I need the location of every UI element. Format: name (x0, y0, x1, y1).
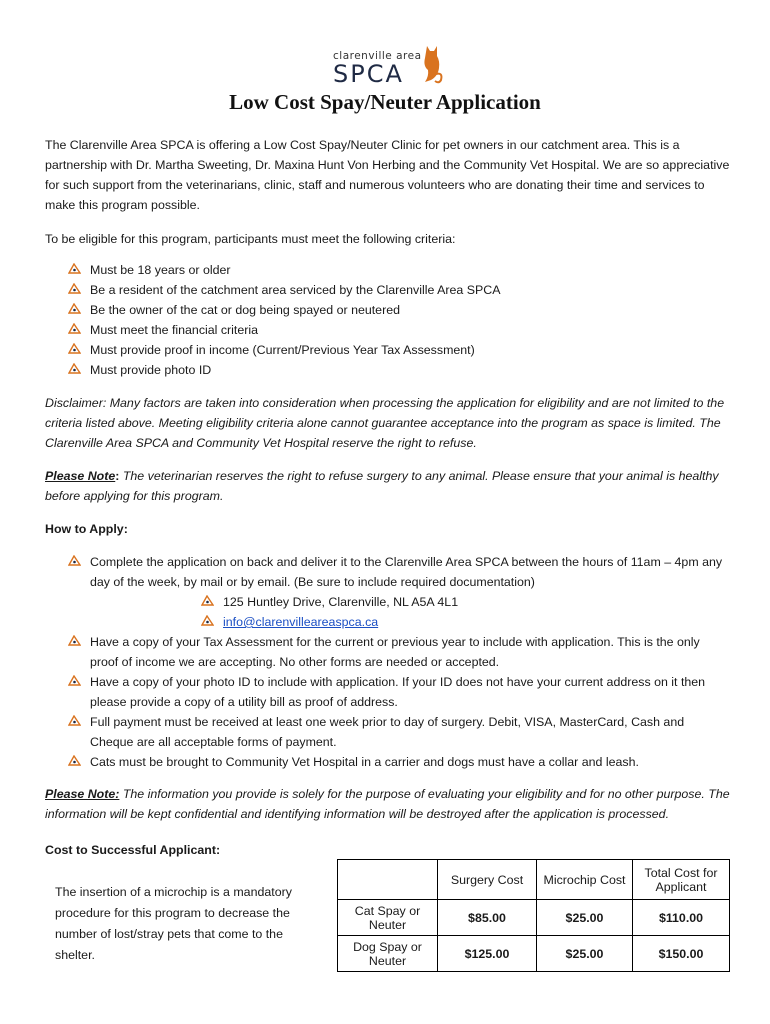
table-cell: $85.00 (438, 900, 537, 936)
criteria-text: Be a resident of the catchment area serviced by the Clarenville Area SPCA (90, 283, 501, 297)
table-cell: $110.00 (633, 900, 730, 936)
list-item (68, 260, 728, 280)
list-item (68, 320, 728, 340)
criteria-text: Must be 18 years or older (90, 263, 231, 277)
list-item (68, 752, 728, 772)
step-text: Have a copy of your Tax Assessment for the current or previous year to include with application. This is the only proof of income we are accepting. No other forms are needed or accepted. (90, 635, 700, 669)
paw-bullet-icon (68, 323, 81, 334)
cost-heading: Cost to Successful Applicant: (45, 843, 221, 857)
list-item (68, 360, 728, 380)
how-to-apply-heading: How to Apply: (45, 522, 128, 536)
table-cell: $125.00 (438, 936, 537, 972)
paw-bullet-icon (68, 555, 81, 566)
step-text: Cats must be brought to Community Vet Hospital in a carrier and dogs must have a collar and leash. (90, 755, 639, 769)
list-item (68, 300, 728, 320)
table-header-cell (338, 860, 438, 900)
contact-sublist (201, 592, 621, 632)
list-item (201, 612, 621, 632)
list-item (68, 712, 728, 752)
table-row (338, 900, 730, 936)
list-item (68, 552, 728, 592)
table-row (338, 936, 730, 972)
note-colon: : (115, 469, 120, 483)
paw-bullet-icon (68, 303, 81, 314)
email-link[interactable]: info@clarenvilleareaspca.ca (223, 615, 379, 629)
note-privacy-paragraph (45, 784, 735, 824)
note-label: Please Note (45, 469, 116, 483)
table-cell: $150.00 (633, 936, 730, 972)
spca-logo (333, 44, 443, 90)
criteria-text: Must provide proof in income (Current/Previous Year Tax Assessment) (90, 343, 475, 357)
paw-bullet-icon (68, 635, 81, 646)
page-title: Low Cost Spay/Neuter Application (229, 90, 541, 114)
note-text: The information you provide is solely for the purpose of evaluating your eligibility and for no other purpose. The information will be kept confidential and identifying information will be destroyed after the application is processed. (45, 787, 730, 821)
apply-steps-list-a (68, 552, 728, 592)
intro-paragraph: The Clarenville Area SPCA is offering a Low Cost Spay/Neuter Clinic for pet owners in our catchment area. This is a partnership with Dr. Martha Sweeting, Dr. Maxina Hunt Von Herbing and the Community Vet Hospital. We are so appreciative for such support from the veterinarians, clinic, staff and numerous volunteers who are donating their time and services to make this program possible. (45, 138, 730, 212)
eligibility-intro: To be eligible for this program, participants must meet the following criteria: (45, 232, 456, 246)
paw-bullet-icon (68, 755, 81, 766)
list-item (68, 280, 728, 300)
logo-title: SPCA (333, 60, 404, 88)
list-item (68, 340, 728, 360)
list-item (201, 592, 621, 612)
table-header-row (338, 860, 730, 900)
paw-bullet-icon (68, 675, 81, 686)
cat-logo-icon (419, 44, 445, 84)
paw-bullet-icon (68, 283, 81, 294)
step-text: Complete the application on back and deliver it to the Clarenville Area SPCA between the hours of 11am – 4pm any day of the week, by mail or by email. (Be sure to include required documentation) (90, 555, 723, 589)
paw-bullet-icon (68, 715, 81, 726)
paw-bullet-icon (68, 363, 81, 374)
list-item (68, 632, 728, 672)
criteria-text: Be the owner of the cat or dog being spayed or neutered (90, 303, 400, 317)
paw-bullet-icon (68, 343, 81, 354)
table-header-cell: Surgery Cost (438, 860, 537, 900)
table-header-cell: Microchip Cost (537, 860, 633, 900)
disclaimer-paragraph: Disclaimer: Many factors are taken into consideration when processing the application for eligibility and are not limited to the criteria listed above. Meeting eligibility criteria alone cannot guarantee acceptance into the program as space is limited. The Clarenville Area SPCA and Community Vet Hospital reserve the right to refuse. (45, 396, 725, 450)
microchip-note: The insertion of a microchip is a mandatory procedure for this program to decrease the number of lost/stray pets that come to the shelter. (55, 885, 292, 962)
criteria-text: Must meet the financial criteria (90, 323, 259, 337)
table-cell: Dog Spay or Neuter (338, 936, 438, 972)
paw-bullet-icon (201, 595, 214, 606)
logo-subtitle: clarenville area (333, 50, 422, 62)
paw-bullet-icon (68, 263, 81, 274)
table-header-cell: Total Cost for Applicant (633, 860, 730, 900)
note-surgery-paragraph (45, 466, 735, 506)
table-cell: $25.00 (537, 900, 633, 936)
step-text: Have a copy of your photo ID to include with application. If your ID does not have your current address on it then please provide a copy of a utility bill as proof of address. (90, 675, 706, 709)
list-item (68, 672, 728, 712)
table-cell: $25.00 (537, 936, 633, 972)
criteria-text: Must provide photo ID (90, 363, 212, 377)
apply-steps-list-b (68, 632, 728, 772)
criteria-list (68, 260, 728, 380)
cost-table (337, 859, 730, 972)
note-text: The veterinarian reserves the right to refuse surgery to any animal. Please ensure that your animal is healthy before applying for this program. (45, 469, 719, 503)
paw-bullet-icon (201, 615, 214, 626)
address-text: 125 Huntley Drive, Clarenville, NL A5A 4L1 (223, 595, 459, 609)
note-label: Please Note: (45, 787, 120, 801)
step-text: Full payment must be received at least one week prior to day of surgery. Debit, VISA, MasterCard, Cash and Cheque are all acceptable forms of payment. (90, 715, 685, 749)
table-cell: Cat Spay or Neuter (338, 900, 438, 936)
